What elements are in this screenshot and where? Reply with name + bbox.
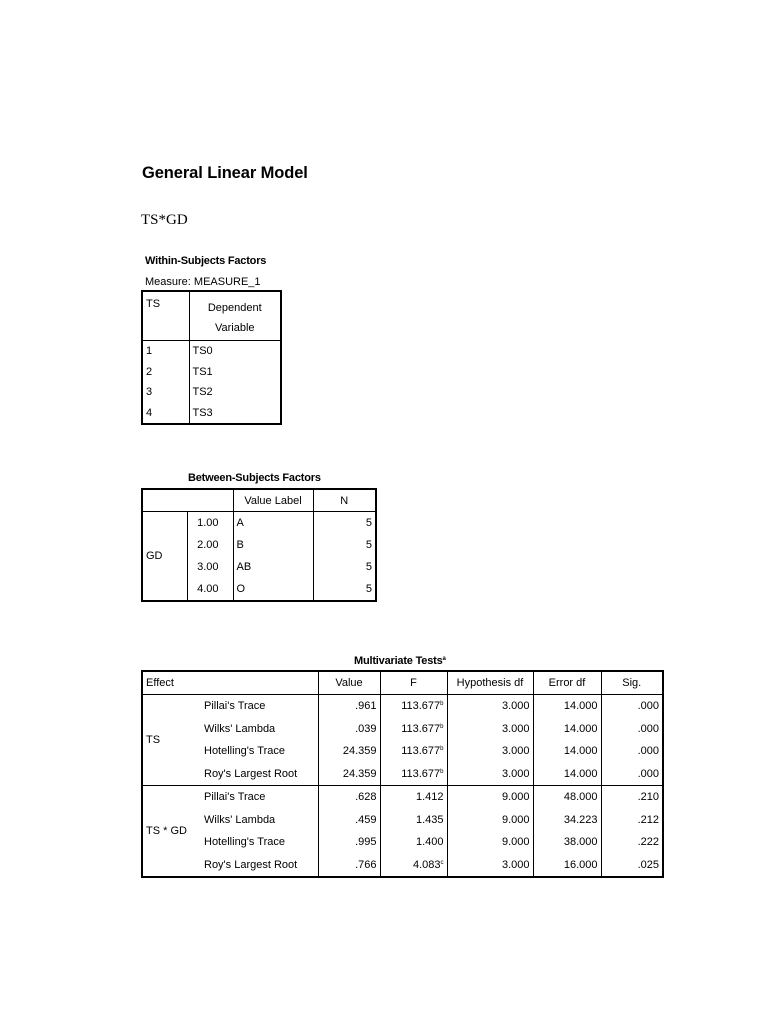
table-cell: 5 — [313, 578, 376, 601]
table-row — [142, 695, 663, 718]
caption-text: Multivariate Tests — [354, 655, 443, 667]
header-cell: Hypothesis df — [447, 671, 533, 695]
header-cell: Error df — [533, 671, 601, 695]
f-cell — [380, 763, 447, 786]
sig-cell: .210 — [601, 786, 663, 809]
edf-cell: 14.000 — [533, 695, 601, 718]
header-cell — [142, 489, 187, 512]
table-row — [142, 809, 663, 832]
hdf-cell: 3.000 — [447, 695, 533, 718]
stat-cell: Pillai's Trace — [201, 786, 318, 809]
hdf-cell: 3.000 — [447, 854, 533, 878]
table-header-row — [142, 489, 376, 512]
f-value: 113.677 — [401, 700, 441, 713]
f-footnote: b — [440, 746, 444, 753]
edf-cell: 14.000 — [533, 740, 601, 763]
f-footnote: b — [440, 768, 444, 775]
table-row — [142, 403, 281, 425]
f-cell — [380, 854, 447, 878]
f-cell — [380, 809, 447, 832]
f-cell — [380, 786, 447, 809]
table-cell: A — [233, 512, 313, 535]
header-cell: N — [313, 489, 376, 512]
f-value: 1.435 — [415, 813, 444, 826]
header-cell: TS — [142, 291, 189, 341]
table-row — [142, 786, 663, 809]
f-value: 113.677 — [401, 722, 441, 735]
table-cell: 4 — [142, 403, 189, 425]
table-row — [142, 341, 281, 362]
table-header-row — [142, 671, 663, 695]
header-cell: F — [380, 671, 447, 695]
f-cell — [380, 718, 447, 741]
hdf-cell: 3.000 — [447, 718, 533, 741]
table-cell: 3.00 — [197, 561, 219, 573]
hdf-cell: 9.000 — [447, 786, 533, 809]
table-cell: 1.00 — [187, 512, 233, 535]
f-footnote: c — [440, 859, 444, 866]
header-cell: Value — [318, 671, 380, 695]
table-cell: 3 — [142, 382, 189, 403]
table-cell: O — [233, 578, 313, 601]
f-value: 113.677 — [401, 745, 441, 758]
table-cell: 4.00 — [197, 583, 219, 595]
f-value: 1.412 — [415, 791, 444, 804]
value-cell: .766 — [318, 854, 380, 878]
edf-cell: 14.000 — [533, 718, 601, 741]
edf-cell: 14.000 — [533, 763, 601, 786]
sig-cell: .000 — [601, 763, 663, 786]
stat-cell: Roy's Largest Root — [201, 854, 318, 878]
hdf-cell: 3.000 — [447, 740, 533, 763]
hdf-cell: 9.000 — [447, 809, 533, 832]
header-cell: Value Label — [233, 489, 313, 512]
multivariate-tests-table — [141, 670, 664, 878]
table-cell: TS3 — [192, 406, 213, 419]
sig-cell: .000 — [601, 740, 663, 763]
sig-cell: .025 — [601, 854, 663, 878]
stat-cell: Roy's Largest Root — [201, 763, 318, 786]
value-cell: 24.359 — [318, 740, 380, 763]
table-header-row — [142, 291, 281, 341]
within-measure: Measure: MEASURE_1 — [145, 276, 261, 288]
sig-cell: .222 — [601, 831, 663, 854]
stat-cell: Wilks' Lambda — [201, 809, 318, 832]
table-row — [142, 740, 663, 763]
multivariate-caption — [354, 655, 446, 667]
stat-cell: Hotelling's Trace — [201, 740, 318, 763]
table-cell: AB — [233, 556, 313, 578]
f-value: 113.677 — [401, 767, 441, 780]
stat-cell: Pillai's Trace — [201, 695, 318, 718]
f-value: 1.400 — [415, 836, 444, 849]
table-cell: 1 — [142, 341, 189, 362]
table-cell: 5 — [313, 534, 376, 556]
header-cell — [201, 671, 318, 695]
header-cell — [187, 489, 233, 512]
header-cell: Effect — [142, 671, 201, 695]
f-cell — [380, 831, 447, 854]
f-cell — [380, 740, 447, 763]
table-row — [142, 831, 663, 854]
edf-cell: 16.000 — [533, 854, 601, 878]
table-row — [142, 382, 281, 403]
stat-cell: Hotelling's Trace — [201, 831, 318, 854]
edf-cell: 38.000 — [533, 831, 601, 854]
effect-cell: TS * GD — [142, 786, 201, 878]
f-value: 4.083 — [412, 858, 441, 871]
value-cell: .628 — [318, 786, 380, 809]
edf-cell: 48.000 — [533, 786, 601, 809]
stat-cell: Wilks' Lambda — [201, 718, 318, 741]
page-subtitle: TS*GD — [141, 212, 188, 228]
within-subjects-table — [141, 290, 282, 425]
f-cell — [380, 695, 447, 718]
value-cell: 24.359 — [318, 763, 380, 786]
table-cell: 5 — [313, 556, 376, 578]
sig-cell: .000 — [601, 718, 663, 741]
value-cell: .459 — [318, 809, 380, 832]
table-row — [142, 763, 663, 786]
table-cell: TS2 — [192, 386, 213, 399]
f-footnote: b — [440, 701, 444, 708]
between-caption: Between-Subjects Factors — [188, 472, 321, 484]
edf-cell: 34.223 — [533, 809, 601, 832]
within-caption: Within-Subjects Factors — [145, 255, 267, 267]
table-cell: TS0 — [192, 345, 213, 358]
table-row — [142, 512, 376, 535]
table-cell: 2 — [142, 362, 189, 383]
table-row — [142, 854, 663, 878]
f-footnote: b — [440, 723, 444, 730]
header-cell: Sig. — [601, 671, 663, 695]
sig-cell: .000 — [601, 695, 663, 718]
between-subjects-table — [141, 488, 377, 602]
factor-cell: GD — [142, 512, 187, 602]
table-row — [142, 362, 281, 383]
caption-footnote: a — [442, 656, 446, 662]
page-title: General Linear Model — [142, 164, 308, 182]
table-cell: TS1 — [192, 365, 213, 378]
hdf-cell: 3.000 — [447, 763, 533, 786]
table-row — [142, 718, 663, 741]
effect-cell: TS — [142, 695, 201, 786]
table-cell: B — [233, 534, 313, 556]
table-cell: 5 — [313, 512, 376, 535]
header-cell: Dependent Variable — [189, 291, 281, 341]
hdf-cell: 9.000 — [447, 831, 533, 854]
value-cell: .961 — [318, 695, 380, 718]
value-cell: .039 — [318, 718, 380, 741]
table-cell: 2.00 — [197, 539, 219, 551]
value-cell: .995 — [318, 831, 380, 854]
sig-cell: .212 — [601, 809, 663, 832]
